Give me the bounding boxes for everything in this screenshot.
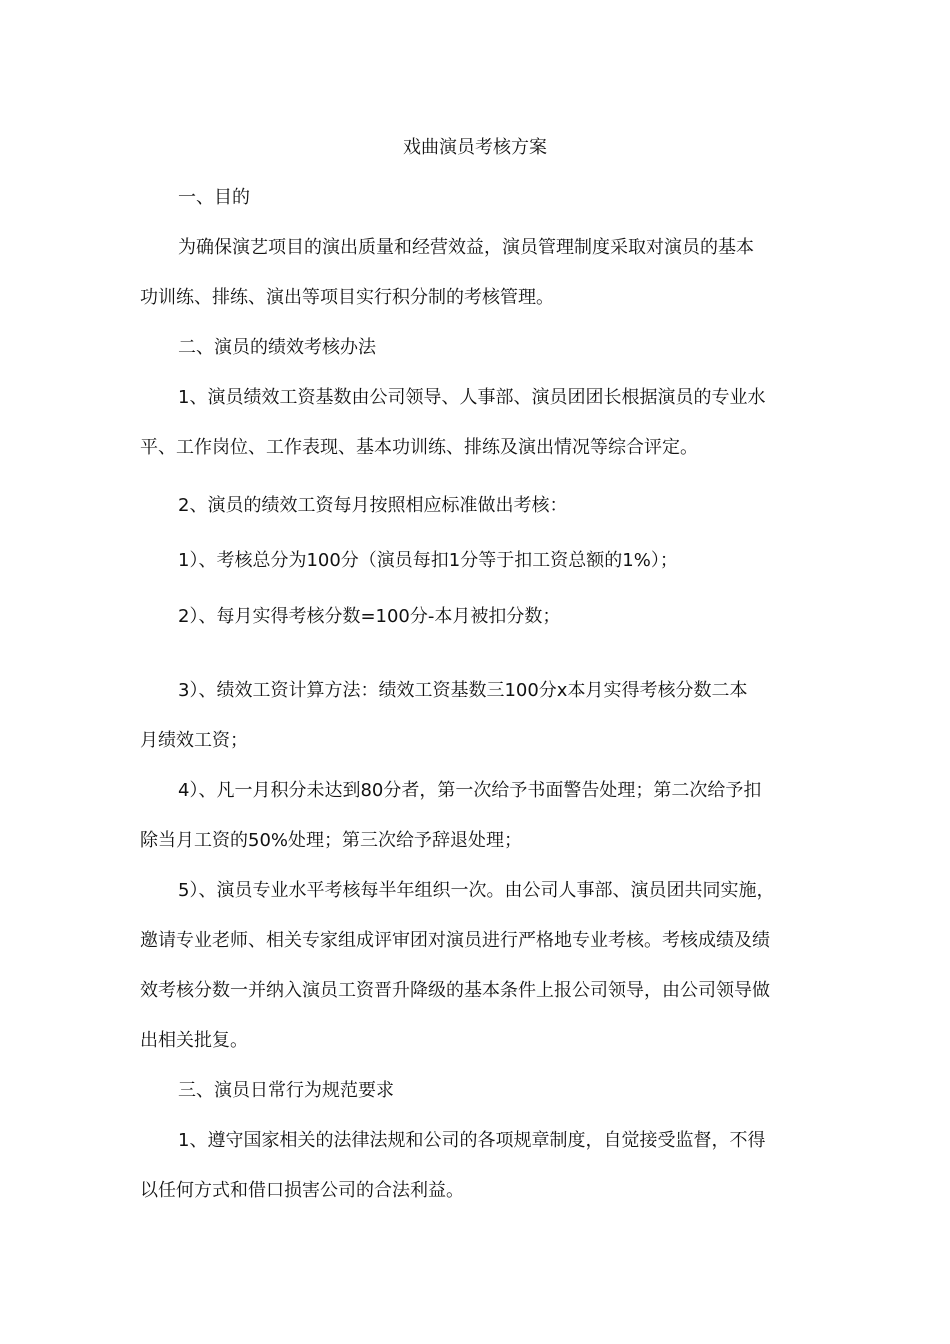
document-title: 戏曲演员考核方案 — [403, 137, 547, 158]
section-1-paragraph-line-2: 功训练、排练、演出等项目实行积分制的考核管理。 — [140, 287, 554, 308]
section-2-item-2: 2、演员的绩效工资每月按照相应标准做出考核： — [178, 495, 568, 516]
section-2-sub-3-line-1: 3）、绩效工资计算方法：绩效工资基数三100分x本月实得考核分数二本 — [178, 680, 748, 701]
section-2-sub-3-line-2: 月绩效工资； — [140, 730, 248, 751]
section-2-sub-5-line-2: 邀请专业老师、相关专家组成评审团对演员进行严格地专业考核。考核成绩及绩 — [140, 930, 770, 951]
section-2-sub-4-line-1: 4）、凡一月积分未达到80分者，第一次给予书面警告处理；第二次给予扣 — [178, 780, 762, 801]
section-3-item-1-line-1: 1、遵守国家相关的法律法规和公司的各项规章制度，自觉接受监督，不得 — [178, 1130, 766, 1151]
section-3-heading: 三、演员日常行为规范要求 — [178, 1080, 394, 1101]
section-2-item-1-line-2: 平、工作岗位、工作表现、基本功训练、排练及演出情况等综合评定。 — [140, 437, 698, 458]
section-1-heading: 一、目的 — [178, 187, 250, 208]
section-2-sub-4-line-2: 除当月工资的50%处理；第三次给予辞退处理； — [140, 830, 523, 851]
section-2-sub-1: 1）、考核总分为100分（演员每扣1分等于扣工资总额的1%）； — [178, 550, 678, 571]
section-2-sub-5-line-1: 5）、演员专业水平考核每半年组织一次。由公司人事部、演员团共同实施， — [178, 880, 775, 901]
section-3-item-1-line-2: 以任何方式和借口损害公司的合法利益。 — [140, 1180, 464, 1201]
section-2-sub-5-line-3: 效考核分数一并纳入演员工资晋升降级的基本条件上报公司领导，由公司领导做 — [140, 980, 770, 1001]
section-2-item-1-line-1: 1、演员绩效工资基数由公司领导、人事部、演员团团长根据演员的专业水 — [178, 387, 766, 408]
section-2-heading: 二、演员的绩效考核办法 — [178, 337, 376, 358]
section-2-sub-2: 2）、每月实得考核分数=100分-本月被扣分数； — [178, 606, 561, 627]
section-2-sub-5-line-4: 出相关批复。 — [140, 1030, 248, 1051]
section-1-paragraph-line-1: 为确保演艺项目的演出质量和经营效益，演员管理制度采取对演员的基本 — [178, 237, 754, 258]
